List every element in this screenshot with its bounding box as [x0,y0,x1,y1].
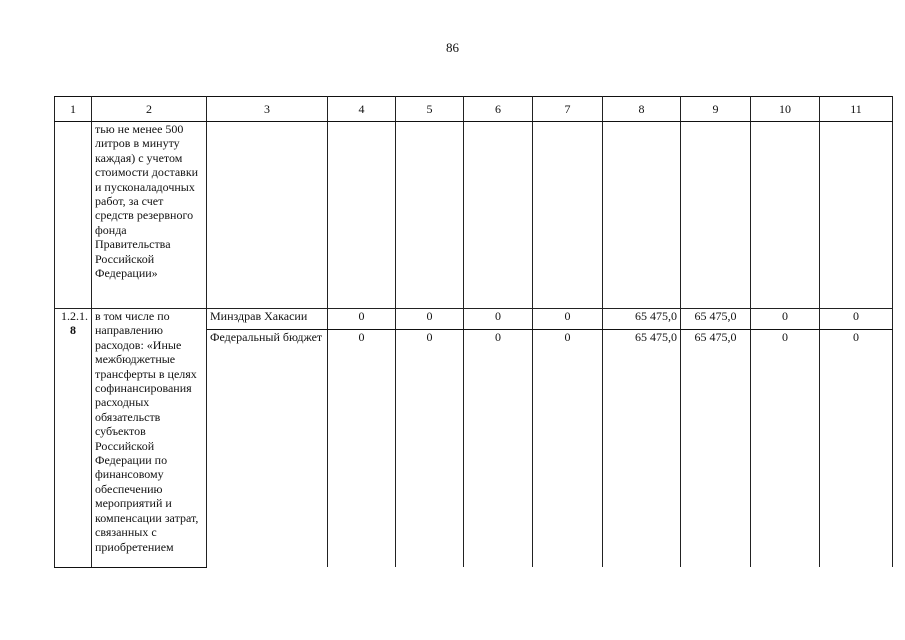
value-col9: 65 475,0 [681,309,751,330]
cell-empty [533,122,603,309]
item-code [55,309,92,568]
value-col8: 65 475,0 [603,330,681,568]
budget-table [54,96,893,568]
cell-empty [681,122,751,309]
cell-empty [464,122,533,309]
value-col11: 0 [820,309,893,330]
col-header-6: 6 [464,97,533,122]
col-header-5: 5 [396,97,464,122]
value-col7: 0 [533,330,603,568]
value-col4: 0 [328,330,396,568]
col-header-4: 4 [328,97,396,122]
continuation-description: тью не менее 500 литров в минуту каждая) с учетом стоимости доставки и пусконаладочных работ, за счет средств резервного фонда Правительства Российской Федерации» [92,122,207,309]
table-row-ministry [55,309,893,330]
col-header-9: 9 [681,97,751,122]
header-row [55,97,893,122]
col-header-11: 11 [820,97,893,122]
value-col5: 0 [396,330,464,568]
funding-source: Минздрав Хакасии [207,309,328,330]
item-description: в том числе по направлению расходов: «Иные межбюджетные трансферты в целях софинансирования расходных обязательств субъектов Российской Федерации по финансовому обеспечению мероприятий и компенсации затрат, связанных с приобретением [92,309,207,568]
value-col10: 0 [751,309,820,330]
value-col9: 65 475,0 [681,330,751,568]
table-row-continuation [55,122,893,309]
cell-empty [751,122,820,309]
col-header-7: 7 [533,97,603,122]
cell-empty [603,122,681,309]
value-col8: 65 475,0 [603,309,681,330]
value-col10: 0 [751,330,820,568]
item-code-line2: 8 [70,323,76,338]
cell-empty [328,122,396,309]
value-col6: 0 [464,330,533,568]
cell-empty [207,122,328,309]
value-col6: 0 [464,309,533,330]
value-col11: 0 [820,330,893,568]
col-header-3: 3 [207,97,328,122]
col-header-1: 1 [55,97,92,122]
value-col4: 0 [328,309,396,330]
page-number: 86 [446,40,459,55]
item-code-line1: 1.2.1. [61,309,88,323]
cell-empty [55,122,92,309]
value-col7: 0 [533,309,603,330]
cell-empty [396,122,464,309]
col-header-2: 2 [92,97,207,122]
col-header-8: 8 [603,97,681,122]
value-col5: 0 [396,309,464,330]
funding-source: Федеральный бюджет [207,330,328,568]
col-header-10: 10 [751,97,820,122]
cell-empty [820,122,893,309]
